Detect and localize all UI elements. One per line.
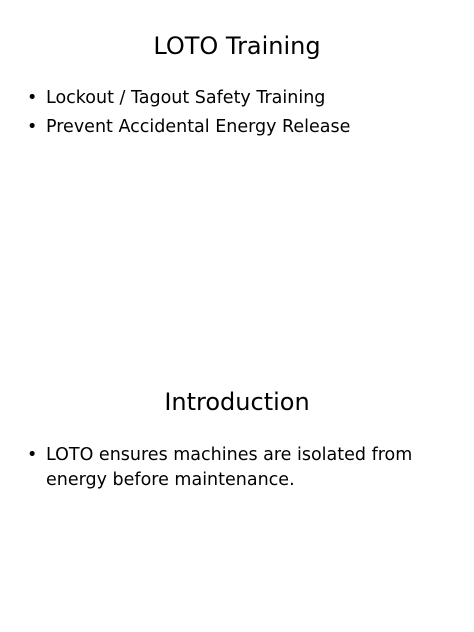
slide-title: Introduction	[164, 388, 310, 416]
bullet-icon: •	[27, 117, 38, 137]
bullet-icon: •	[27, 445, 38, 465]
bullet-list	[26, 86, 446, 144]
bullet-text: LOTO ensures machines are isolated from energy before maintenance.	[46, 445, 413, 490]
bullet-icon: •	[27, 88, 38, 108]
bullet-item	[26, 115, 446, 140]
bullet-item	[26, 443, 446, 493]
bullet-text: Lockout / Tagout Safety Training	[46, 88, 326, 108]
slide-title: LOTO Training	[153, 32, 321, 60]
bullet-text: Prevent Accidental Energy Release	[46, 117, 351, 137]
slide-2	[0, 316, 474, 632]
bullet-item	[26, 86, 446, 111]
bullet-list	[26, 443, 446, 497]
